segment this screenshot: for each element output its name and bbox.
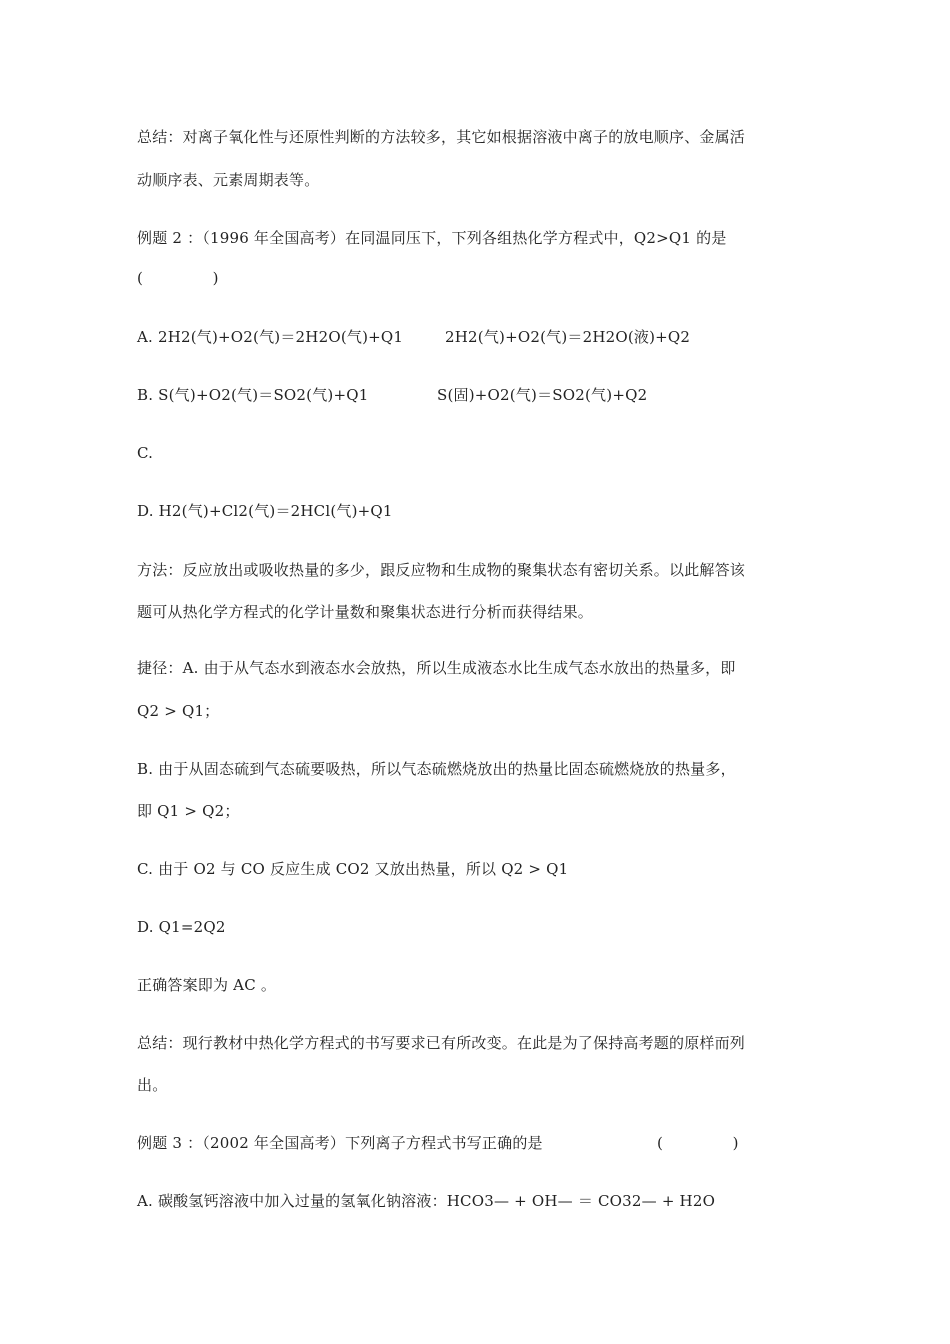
correct-answer: 正确答案即为 AC 。	[137, 976, 277, 994]
method-line2: 题可从热化学方程式的化学计量数和聚集状态进行分析而获得结果。	[137, 603, 594, 621]
summary2-line1: 总结：现行教材中热化学方程式的书写要求已有所改变。在此是为了保持高考题的原样而列	[137, 1034, 746, 1052]
shortcut-b-line2: 即 Q1 > Q2；	[137, 802, 240, 820]
option-a-right: 2H2(气)+O2(气)＝2H2O(液)+Q2	[445, 328, 691, 346]
shortcut-a-line2: Q2 > Q1；	[137, 702, 220, 720]
option-a-row	[137, 327, 817, 347]
summary1-line2: 动顺序表、元素周期表等。	[137, 171, 320, 189]
example3-title-row	[137, 1133, 777, 1153]
option-c: C.	[137, 444, 154, 462]
summary2-line2: 出。	[137, 1076, 168, 1094]
summary1-line1: 总结：对离子氧化性与还原性判断的方法较多，其它如根据溶液中离子的放电顺序、金属活	[137, 128, 746, 146]
example3-answer-blank: ( )	[657, 1134, 739, 1152]
method-line1: 方法：反应放出或吸收热量的多少，跟反应物和生成物的聚集状态有密切关系。以此解答该	[137, 561, 746, 579]
option-b-right: S(固)+O2(气)＝SO2(气)+Q2	[437, 386, 648, 404]
option-b-left: B. S(气)+O2(气)＝SO2(气)+Q1	[137, 386, 369, 404]
shortcut-d: D. Q1=2Q2	[137, 918, 226, 936]
example3-title: 例题 3 ：（2002 年全国高考）下列离子方程式书写正确的是	[137, 1134, 543, 1152]
shortcut-b-line1: B. 由于从固态硫到气态硫要吸热，所以气态硫燃烧放出的热量比固态硫燃烧放的热量多，	[137, 760, 736, 778]
shortcut-c: C. 由于 O2 与 CO 反应生成 CO2 又放出热量，所以 Q2 > Q1	[137, 860, 569, 878]
option-d: D. H2(气)+Cl2(气)＝2HCl(气)+Q1	[137, 502, 393, 520]
example2-title: 例题 2 ：（1996 年全国高考）在同温同压下，下列各组热化学方程式中，Q2>Q1 的是	[137, 229, 727, 247]
example2-answer-blank: ( )	[137, 269, 219, 287]
option-a-left: A. 2H2(气)+O2(气)＝2H2O(气)+Q1	[137, 328, 404, 346]
example3-option-a: A. 碳酸氢钙溶液中加入过量的氢氧化钠溶液：HCO3— + OH— ＝ CO32— + H2O	[137, 1192, 716, 1210]
option-b-row	[137, 385, 817, 405]
shortcut-a-line1: 捷径：A. 由于从气态水到液态水会放热，所以生成液态水比生成气态水放出的热量多，即	[137, 659, 736, 677]
